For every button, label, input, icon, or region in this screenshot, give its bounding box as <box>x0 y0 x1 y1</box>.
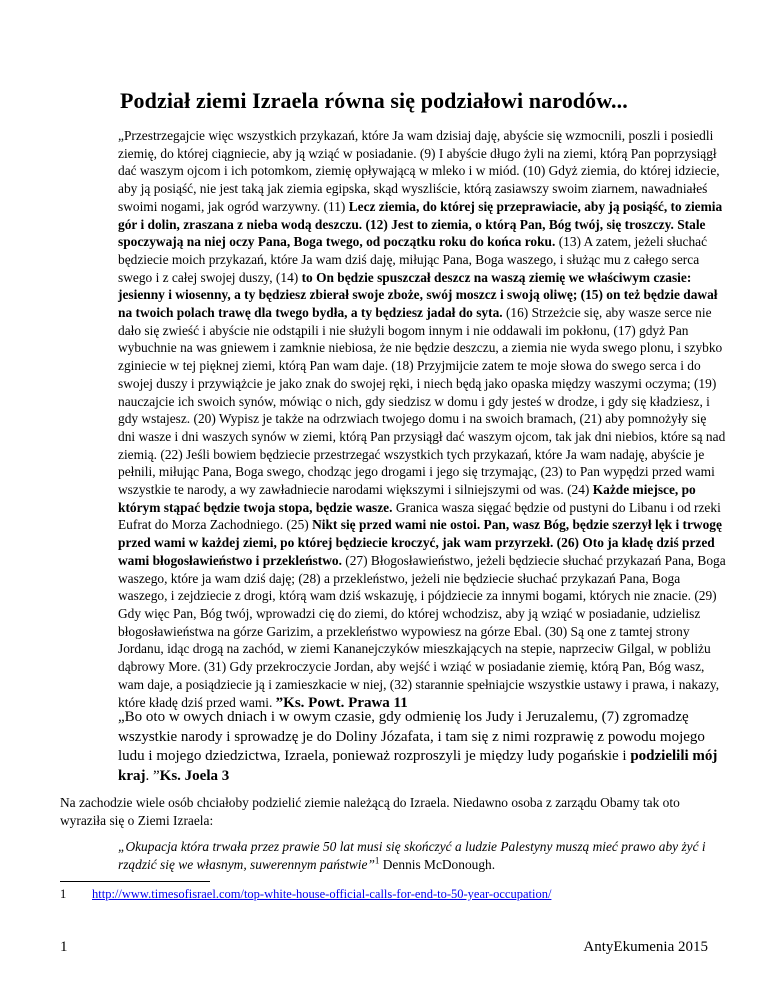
body-paragraph: Na zachodzie wiele osób chciałoby podzielić ziemie należącą do Izraela. Niedawno osoba z zarządu Obamy tak oto wyraziła się o Ziemi Izraela: <box>60 795 680 828</box>
joel-quote <box>118 708 726 786</box>
quote3-author: Dennis McDonough. <box>379 856 496 872</box>
quote2-reference: Ks. Joela 3 <box>159 767 230 784</box>
quote2-tail: . ” <box>145 767 160 784</box>
quote1-text-3: (16) Strzeżcie się, aby wasze serce nie dało się zwieść i abyście nie odstąpili i nie służyli bogom innym i nie oddawali im pokłonu, (17) gdyż Pan wybuchnie na was gniewem i zamknie niebiosa, że nie będzie deszczu, a ziemia nie wyda swego plonu, i szybko zginiecie w tej pięknej ziemi, którą Pan wam daje. (18) Przyjmijcie zatem te moje słowa do swego serca i do swojej duszy i przywiążcie je jako znak do swojej ręki, i niech będą jako opaska między waszymi oczyma; (19) nauczajcie ich swoich synów, mówiąc o nich, gdy siedzisz w domu i gdy jesteś w drodze, i gdy się kładziesz, i gdy wstajesz. (20) Wypisz je także na odrzwiach twojego domu i na swoich bramach, (21) aby pomnożyły się dni wasze i dni waszych synów w ziemi, którą Pan przysiągł dać waszym ojcom, tak jak dni niebios, które są nad ziemią. (22) Jeśli bowiem będziecie przestrzegać wszystkich tych przykazań, które Ja wam nadaję, abyście je pełnili, miłując Pana, Boga swego, chodząc jego drogami i jego się trzymając, (23) to Pan wypędzi przed wami wszystkie te narody, a wy zawładniecie narodami większymi i silniejszymi od was. (24) <box>118 305 726 498</box>
quote1-text-1: „Przestrzegajcie więc wszystkich przykazań, które Ja wam dzisiaj daję, abyście się wzmocnili, poszli i posiedli ziemię, do której ciągniecie, aby ją wziąć w posiadanie. (9) I abyście długo żyli na ziemi, którą Pan poprzysiągł dać waszym ojcom i ich potomkom, ziemię opływającą w mleko i w miód. (10) Gdyż ziemia, do której idziecie, aby ją posiąść, nie jest taką jak ziemia egipska, skąd wyszliście, którą zasiawszy swoim ziarnem, nawadniałeś swoimi nogami, jak ogród warzywny. (11) <box>118 128 720 214</box>
deuteronomy-quote <box>118 127 726 712</box>
footnote <box>60 886 740 902</box>
quote1-bold-2: to On będzie spuszczał deszcz na waszą ziemię we właściwym czasie: jesienny i wiosenny, a ty będziesz zbierał swoje zboże, swój moszcz i swoją oliwę; (15) on też będzie dawał na twoich polach trawę dla twego bydła, a ty będziesz jadał do syta. <box>118 269 718 321</box>
footnote-link[interactable]: http://www.timesofisrael.com/top-white-house-official-calls-for-end-to-50-year-occupation/ <box>92 887 552 901</box>
quote1-reference: ”Ks. Powt. Prawa 11 <box>275 694 408 711</box>
quote2-bold: podzielili mój kraj <box>118 748 718 784</box>
quote1-text-4: Granica wasza sięgać będzie od pustyni do Libanu i od rzeki Eufrat do Morza Zachodniego. (25) <box>118 499 721 533</box>
footnote-reference[interactable]: 1 <box>374 855 380 866</box>
quote1-text-5: (27) Błogosławieństwo, jeżeli będziecie słuchać przykazań Pana, Boga waszego, które ja wam dziś daję; (28) a przekleństwo, jeżeli nie będziecie słuchać przykazań Pana, Boga waszego, i zejdziecie z drogi, którą wam dziś wskazuję, i pójdziecie za innymi bogami, których nie znacie. (29) Gdy więc Pan, Bóg twój, wprowadzi cię do ziemi, do której wchodzisz, aby ją wziąć w posiadanie, udzielisz błogosławieństwa na górze Garizim, a przekleństwo wypowiesz na górze Ebal. (30) Są one z tamtej strony Jordanu, idąc drogą na zachód, w ziemi Kananejczyków mieszkających na stepie, naprzeciw Gilgal, w pobliżu dąbrowy More. (31) Gdy przekroczycie Jordan, aby wejść i wziąć w posiadanie ziemię, którą Pan, Bóg wasz, wam daje, a posiądziecie ją i zamieszkacie w niej, (32) starannie spełniajcie wszystkie ustawy i prawa, i nakazy, które kładę dziś przed wami. <box>118 552 726 710</box>
quote1-bold-3: Każde miejsce, po którym stąpać będzie twoja stopa, będzie wasze. <box>118 482 696 515</box>
quote1-text-2: (13) A zatem, jeżeli słuchać będziecie moich przykazań, które Ja wam dziś daję, miłując Pana, Boga waszego, i służąc mu z całego serca swego i z całej swojej duszy, (14) <box>118 234 708 285</box>
quote1-bold-4: Nikt się przed wami nie ostoi. Pan, wasz Bóg, będzie szerzył lęk i trwogę przed wami w każdej ziemi, po której będziecie kroczyć, jak wam przyrzekł. (26) Oto ja kładę dziś przed wami błogosławieństwo i przekleństwo. <box>118 517 722 568</box>
footer-label: AntyEkumenia 2015 <box>583 939 708 955</box>
mcdonough-quote <box>118 838 726 873</box>
quote1-bold-1: Lecz ziemia, do której się przeprawiacie, aby ją posiąść, to ziemia gór i dolin, zraszana z nieba wodą deszczu. (12) Jest to ziemia, o którą Pan, Bóg twój, się troszczy. Stale spoczywają na niej oczy Pana, Boga twego, od początku roku do końca roku. <box>118 198 723 250</box>
quote3-italic: „Okupacja która trwała przez prawie 50 lat musi się skończyć a ludzie Palestyny muszą mieć prawo aby żyć i rządzić się we własnym, suwerennym państwie” <box>118 839 706 872</box>
quote2-text: „Bo oto w owych dniach i w owym czasie, gdy odmienię los Judy i Jeruzalemu, (7) zgromadzę wszystkie narody i sprowadzę je do Doliny Józafata, i tam się z nimi rozprawię z powodu mojego ludu i mojego dziedzictwa, Izraela, ponieważ rozproszyli je między ludy pogańskie i <box>118 709 705 764</box>
page-number: 1 <box>60 939 68 955</box>
footnote-number: 1 <box>60 887 67 901</box>
page-title: Podział ziemi Izraela równa się podziałowi narodów... <box>120 88 628 113</box>
footnote-divider <box>60 881 210 882</box>
